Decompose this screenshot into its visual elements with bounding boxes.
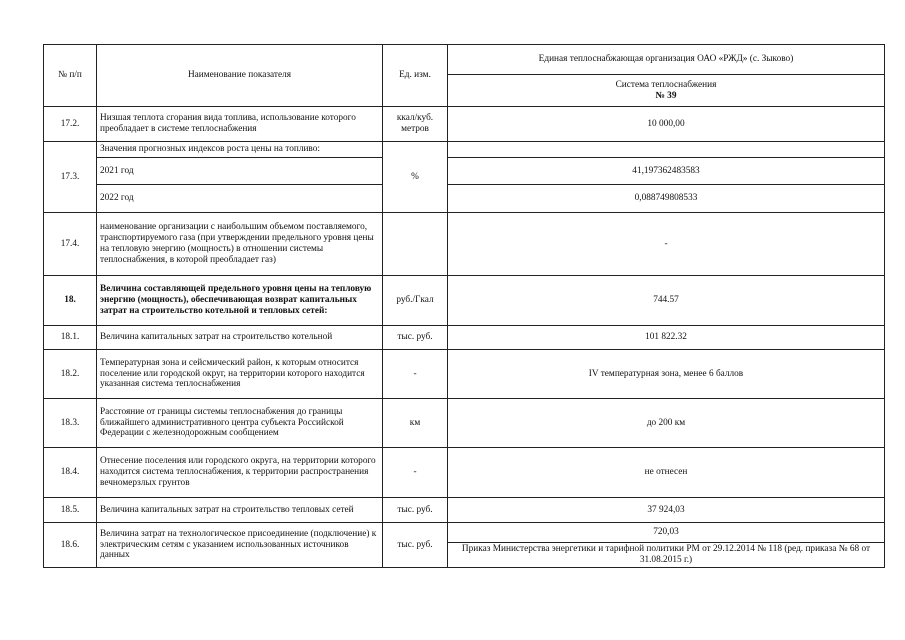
- row-value: 37 924,03: [448, 498, 885, 523]
- row-name: наименование организации с наибольшим объемом поставляемого, транспортируемого газа (при утверждении предельного уровня цены на тепловую энергию (мощность) в отношении системы теплоснабжения, в которой преобладает газ): [97, 213, 383, 276]
- row-unit: -: [383, 350, 448, 399]
- row-value: 10 000,00: [448, 107, 885, 142]
- table-row: [44, 107, 885, 142]
- header-organization: Единая теплоснабжающая организация ОАО «РЖД» (с. Зыково): [448, 45, 885, 75]
- row-unit: %: [383, 142, 448, 213]
- table-row: [44, 142, 885, 158]
- table-subrow: [44, 185, 885, 213]
- table-row: [44, 350, 885, 399]
- row-year-label: 2022 год: [97, 185, 383, 213]
- header-indicator-name: Наименование показателя: [97, 45, 383, 107]
- table-row: [44, 523, 885, 543]
- table-row: [44, 498, 885, 523]
- row-name: Величина капитальных затрат на строительство тепловых сетей: [97, 498, 383, 523]
- row-number: 17.3.: [44, 142, 97, 213]
- row-name: Значения прогнозных индексов роста цены на топливо:: [97, 142, 383, 158]
- row-name: Величина затрат на технологическое присоединение (подключение) к электрическим сетям с указанием использованных источников данных: [97, 523, 383, 568]
- row-value: 720,03: [448, 523, 885, 543]
- row-number: 18.1.: [44, 326, 97, 350]
- header-unit: Ед. изм.: [383, 45, 448, 107]
- row-number: 18.: [44, 276, 97, 326]
- row-number: 18.6.: [44, 523, 97, 568]
- row-source: Приказ Министерства энергетики и тарифной политики РМ от 29.12.2014 № 118 (ред. приказа № 68 от 31.08.2015 г.): [448, 543, 885, 568]
- row-value: 101 822.32: [448, 326, 885, 350]
- row-name: Отнесение поселения или городского округа, на территории которого находится система теплоснабжения, к территории распространения вечномерзлых грунтов: [97, 448, 383, 498]
- row-name: Расстояние от границы системы теплоснабжения до границы ближайшего административного центра субъекта Российской Федерации с железнодорожным сообщением: [97, 399, 383, 448]
- table-row: [44, 448, 885, 498]
- row-unit: км: [383, 399, 448, 448]
- table-row: [44, 326, 885, 350]
- row-unit: тыс. руб.: [383, 326, 448, 350]
- row-value: IV температурная зона, менее 6 баллов: [448, 350, 885, 399]
- row-unit: [383, 213, 448, 276]
- row-value-empty: [448, 142, 885, 158]
- row-name: Низшая теплота сгорания вида топлива, использование которого преобладает в системе теплоснабжения: [97, 107, 383, 142]
- row-name: Величина составляющей предельного уровня цены на тепловую энергию (мощность), обеспечивающая возврат капитальных затрат на строительство котельной и тепловых сетей:: [97, 276, 383, 326]
- table-row: [44, 213, 885, 276]
- row-value: 41,197362483583: [448, 158, 885, 185]
- row-value: 744.57: [448, 276, 885, 326]
- row-value: 0,088749808533: [448, 185, 885, 213]
- row-value: до 200 км: [448, 399, 885, 448]
- row-unit: ккал/куб. метров: [383, 107, 448, 142]
- row-unit: -: [383, 448, 448, 498]
- row-unit: тыс. руб.: [383, 523, 448, 568]
- row-number: 18.2.: [44, 350, 97, 399]
- row-number: 17.2.: [44, 107, 97, 142]
- indicator-table: [43, 44, 885, 568]
- header-number: № п/п: [44, 45, 97, 107]
- row-unit: руб./Гкал: [383, 276, 448, 326]
- row-value: не отнесен: [448, 448, 885, 498]
- row-number: 18.4.: [44, 448, 97, 498]
- row-number: 18.5.: [44, 498, 97, 523]
- row-value: -: [448, 213, 885, 276]
- row-year-label: 2021 год: [97, 158, 383, 185]
- row-number: 18.3.: [44, 399, 97, 448]
- row-unit: тыс. руб.: [383, 498, 448, 523]
- header-row: [44, 45, 885, 75]
- row-number: 17.4.: [44, 213, 97, 276]
- system-label: Система теплоснабжения: [615, 79, 717, 90]
- row-name: Величина капитальных затрат на строительство котельной: [97, 326, 383, 350]
- table-row: [44, 399, 885, 448]
- system-number: № 39: [655, 90, 677, 101]
- header-system: [448, 75, 885, 107]
- row-name: Температурная зона и сейсмический район, к которым относится поселение или городской округ, на территории которого находится указанная система теплоснабжения: [97, 350, 383, 399]
- table-row: [44, 276, 885, 326]
- table-subrow: [44, 158, 885, 185]
